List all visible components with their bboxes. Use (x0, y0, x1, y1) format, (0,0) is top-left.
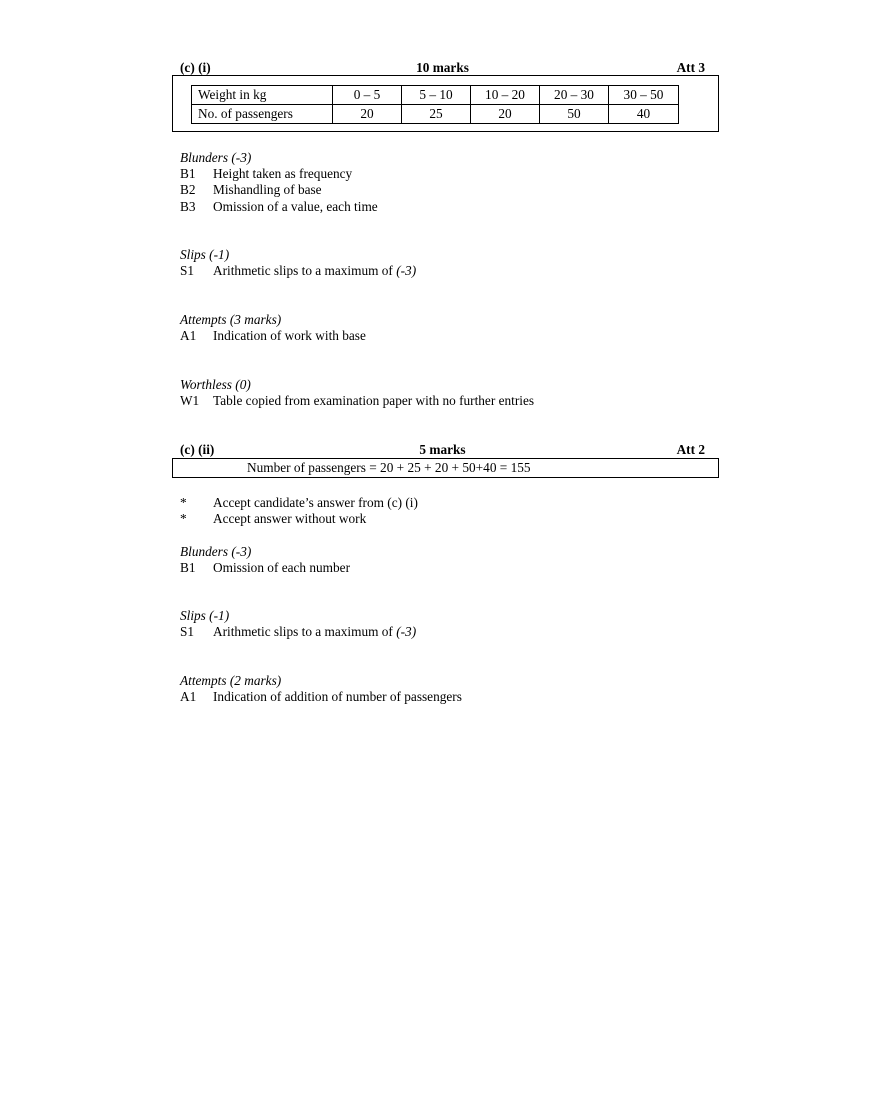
row-header-passengers: No. of passengers (192, 105, 333, 124)
blunder-text: Height taken as frequency (213, 166, 353, 181)
blunder-code: B1 (180, 560, 196, 575)
answer-text: Number of passengers = 20 + 25 + 20 + 50+40 = 155 (247, 460, 531, 475)
worthless-code: W1 (180, 393, 200, 408)
worthless-heading: Worthless (0) (180, 377, 251, 392)
slip-text: Arithmetic slips to a maximum of (213, 624, 393, 639)
weight-cell: 0 – 5 (333, 86, 402, 105)
blunders-heading: Blunders (-3) (180, 150, 252, 165)
row-header-weight: Weight in kg (192, 86, 333, 105)
blunder-code: B2 (180, 182, 196, 197)
answer-box (172, 458, 719, 478)
attempt-text: Indication of addition of number of passengers (213, 689, 462, 704)
slip-limit: (-3) (396, 263, 417, 278)
blunder-text: Omission of each number (213, 560, 351, 575)
attempt-code: A1 (180, 328, 197, 343)
table-row-weights (192, 86, 679, 105)
slip-text: Arithmetic slips to a maximum of (213, 263, 393, 278)
slip-item (180, 624, 416, 640)
passenger-cell: 20 (471, 105, 540, 124)
section-cii-label: (c) (ii) (180, 442, 215, 457)
worthless-text: Table copied from examination paper with no further entries (213, 393, 535, 408)
passenger-cell: 50 (540, 105, 609, 124)
attempt-code: A1 (180, 689, 197, 704)
attempt-item (180, 328, 366, 344)
note-bullet: * (180, 511, 187, 526)
blunder-text: Omission of a value, each time (213, 199, 378, 214)
slip-code: S1 (180, 263, 195, 278)
passenger-cell: 40 (609, 105, 679, 124)
attempt-item (180, 689, 462, 705)
note-item (180, 495, 418, 511)
slip-item (180, 263, 416, 279)
slip-code: S1 (180, 624, 195, 639)
section-ci-marks: 10 marks (416, 60, 469, 75)
weight-cell: 10 – 20 (471, 86, 540, 105)
blunder-code: B1 (180, 166, 196, 181)
passenger-cell: 20 (333, 105, 402, 124)
note-item (180, 511, 366, 527)
slips-heading: Slips (-1) (180, 247, 230, 262)
weight-cell: 5 – 10 (402, 86, 471, 105)
worthless-item (180, 393, 534, 409)
section-cii-header (180, 442, 705, 458)
slips-heading: Slips (-1) (180, 608, 230, 623)
attempts-heading: Attempts (3 marks) (180, 312, 282, 327)
weight-cell: 20 – 30 (540, 86, 609, 105)
section-ci-attempt: Att 3 (676, 60, 705, 75)
attempt-text: Indication of work with base (213, 328, 366, 343)
blunder-text: Mishandling of base (213, 182, 322, 197)
attempts-heading: Attempts (2 marks) (180, 673, 282, 688)
note-text: Accept candidate’s answer from (c) (i) (213, 495, 418, 510)
blunder-item (180, 166, 352, 182)
frequency-table (191, 85, 679, 124)
slip-limit: (-3) (396, 624, 417, 639)
note-text: Accept answer without work (213, 511, 367, 526)
blunders-heading: Blunders (-3) (180, 544, 252, 559)
blunder-code: B3 (180, 199, 196, 214)
note-bullet: * (180, 495, 187, 510)
section-ci-header (180, 60, 705, 76)
section-ci-label: (c) (i) (180, 60, 211, 75)
section-cii-marks: 5 marks (419, 442, 466, 457)
passenger-cell: 25 (402, 105, 471, 124)
table-row-passengers (192, 105, 679, 124)
section-cii-attempt: Att 2 (676, 442, 705, 457)
blunder-item (180, 560, 350, 576)
weight-cell: 30 – 50 (609, 86, 679, 105)
blunder-item (180, 182, 322, 198)
blunder-item (180, 199, 378, 215)
